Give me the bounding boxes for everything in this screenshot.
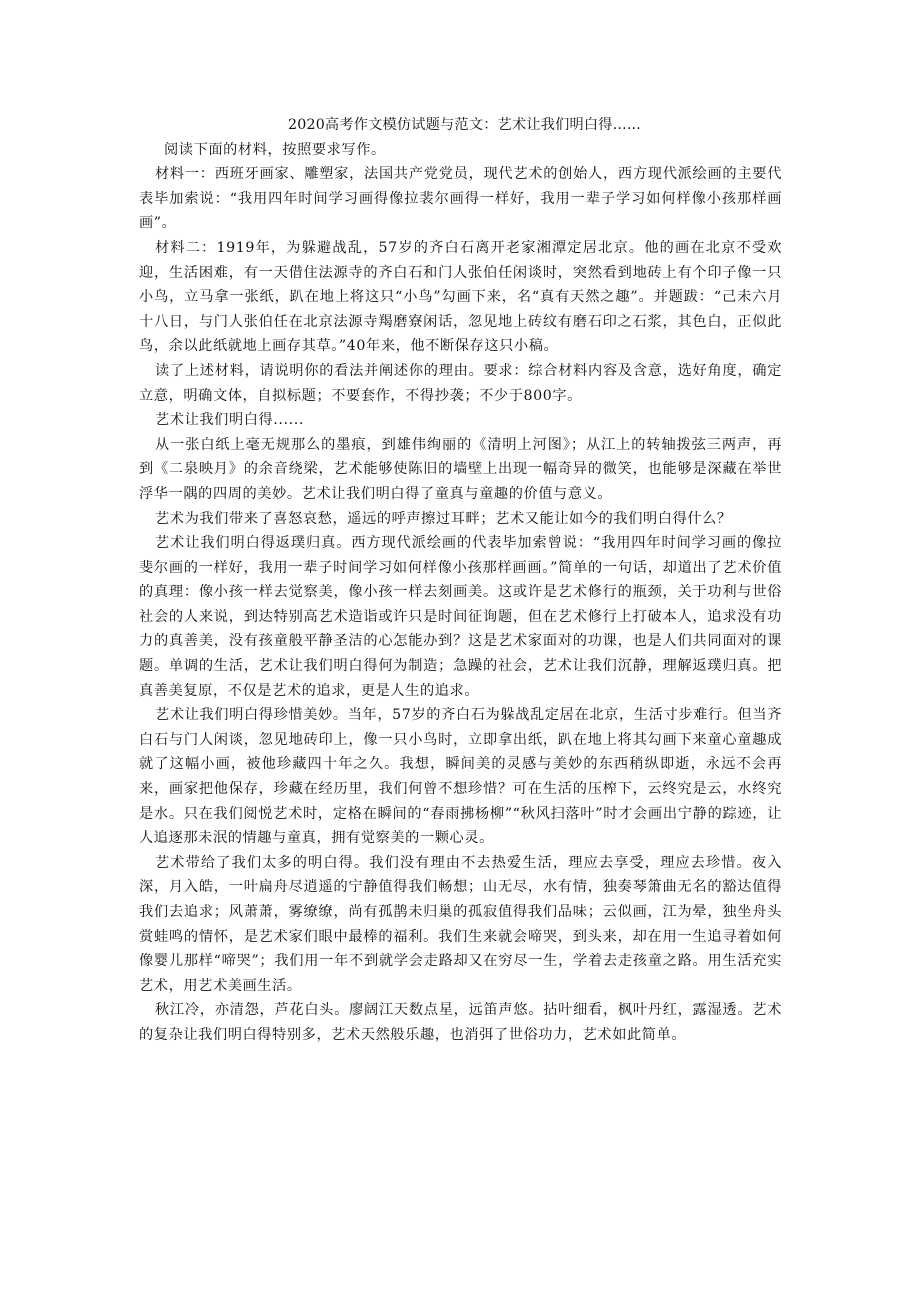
essay-title: 艺术让我们明白得...... <box>155 412 304 429</box>
material-one-paragraph: 材料一：西班牙画家、雕塑家，法国共产党党员，现代艺术的创始人，西方现代派绘画的主要代表毕加索说：“我用四年时间学习画得像拉裴尔画得一样好，我用一辈子学习如何样像小孩那样画画”。 <box>139 166 782 232</box>
essay-paragraph: 艺术让我们明白得返璞归真。西方现代派绘画的代表毕加索曾说：“我用四年时间学习画的像拉斐尔画的一样好，我用一辈子时间学习如何样像小孩那样画画。”简单的一句话，却道出了艺术价值的真理：像小孩一样去觉察美，像小孩一样去刻画美。这或许是艺术修行的瓶颈，关于功利与世俗社会的人来说，到达特别高艺术造诣或许只是时间征询题，但在艺术修行上打破本人，追求没有功力的真善美，没有孩童般平静圣洁的心怎能办到？这是艺术家面对的功课，也是人们共同面对的课题。单调的生活，艺术让我们明白得何为制造；急躁的社会，艺术让我们沉静，理解返璞归真。把真善美复原，不仅是艺术的追求，更是人生的追求。 <box>139 535 782 699</box>
essay-paragraph: 艺术让我们明白得珍惜美妙。当年，57岁的齐白石为躲战乱定居在北京，生活寸步难行。但当齐白石与门人闲谈，忽见地砖印上，像一只小鸟时，立即拿出纸，趴在地上将其勾画下来童心童趣成就了这幅小画，被他珍藏四十年之久。我想，瞬间美的灵感与美妙的东西稍纵即逝，永远不会再来，画家把他保存，珍藏在经历里，我们何曾不想珍惜？可在生活的压榨下，云终究是云，水终究是水。只在我们阅悦艺术时，定格在瞬间的“春雨拂杨柳”“秋风扫落叶”时才会画出宁静的踪迹，让人追逐那未泯的情趣与童真，拥有觉察美的一颗心灵。 <box>139 707 782 847</box>
essay-paragraph: 艺术带给了我们太多的明白得。我们没有理由不去热爱生活，理应去享受，理应去珍惜。夜入深，月入皓，一叶扁舟尽逍遥的宁静值得我们畅想；山无尽，水有情，独奏琴箫曲无名的豁达值得我们去追求；风萧萧，雾缭缭，尚有孤鹊未归巢的孤寂值得我们品味；云似画，江为晕，独坐舟头赏蛙鸣的情怀，是艺术家们眼中最棒的福利。我们生来就会啼哭，到头来，却在用一生追寻着如何像婴儿那样“啼哭”；我们用一年不到就学会走路却又在穷尽一生，学着去走孩童之路。用生活充实艺术，用艺术美画生活。 <box>139 854 782 994</box>
document-title: 2020高考作文模仿试题与范文：艺术让我们明白得...... <box>288 117 641 133</box>
requirements-paragraph: 读了上述材料，请说明你的看法并阐述你的理由。要求：综合材料内容及含意，选好角度，确定立意，明确文体，自拟标题；不要套作，不得抄袭；不少于800字。 <box>139 362 782 404</box>
essay-paragraph: 从一张白纸上毫无规那么的墨痕，到雄伟绚丽的《清明上河图》；从江上的转轴拨弦三两声，再到《二泉映月》的余音绕梁，艺术能够使陈旧的墙壁上出现一幅奇异的微笑，也能够是深藏在举世浮华一隅的四周的美妙。艺术让我们明白得了童真与童趣的价值与意义。 <box>139 436 782 502</box>
essay-paragraph: 秋江冷，亦清怨，芦花白头。廖阔江天数点星，远笛声悠。拈叶细看，枫叶丹红，露湿透。艺术的复杂让我们明白得特别多，艺术天然般乐趣，也消弭了世俗功力，艺术如此简单。 <box>139 1002 782 1043</box>
essay-paragraph: 艺术为我们带来了喜怒哀愁，遥远的呼声擦过耳畔；艺术又能让如今的我们明白得什么？ <box>155 510 732 527</box>
instruction-paragraph: 阅读下面的材料，按照要求写作。 <box>164 141 386 158</box>
material-two-paragraph: 材料二：1919年，为躲避战乱，57岁的齐白石离开老家湘潭定居北京。他的画在北京不受欢迎，生活困难，有一天借住法源寺的齐白石和门人张伯任闲谈时，突然看到地砖上有个印子像一只小鸟，立马拿一张纸，趴在地上将这只“小鸟”勾画下来，名“真有天然之趣”。并题跋：“己未六月十八日，与门人张伯任在北京法源寺羯磨寮闲话，忽见地上砖纹有磨石印之石浆，其色白，正似此鸟，余以此纸就地上画存其草。”40年来，他不断保存这只小稿。 <box>139 239 782 355</box>
document-page <box>139 113 782 1048</box>
